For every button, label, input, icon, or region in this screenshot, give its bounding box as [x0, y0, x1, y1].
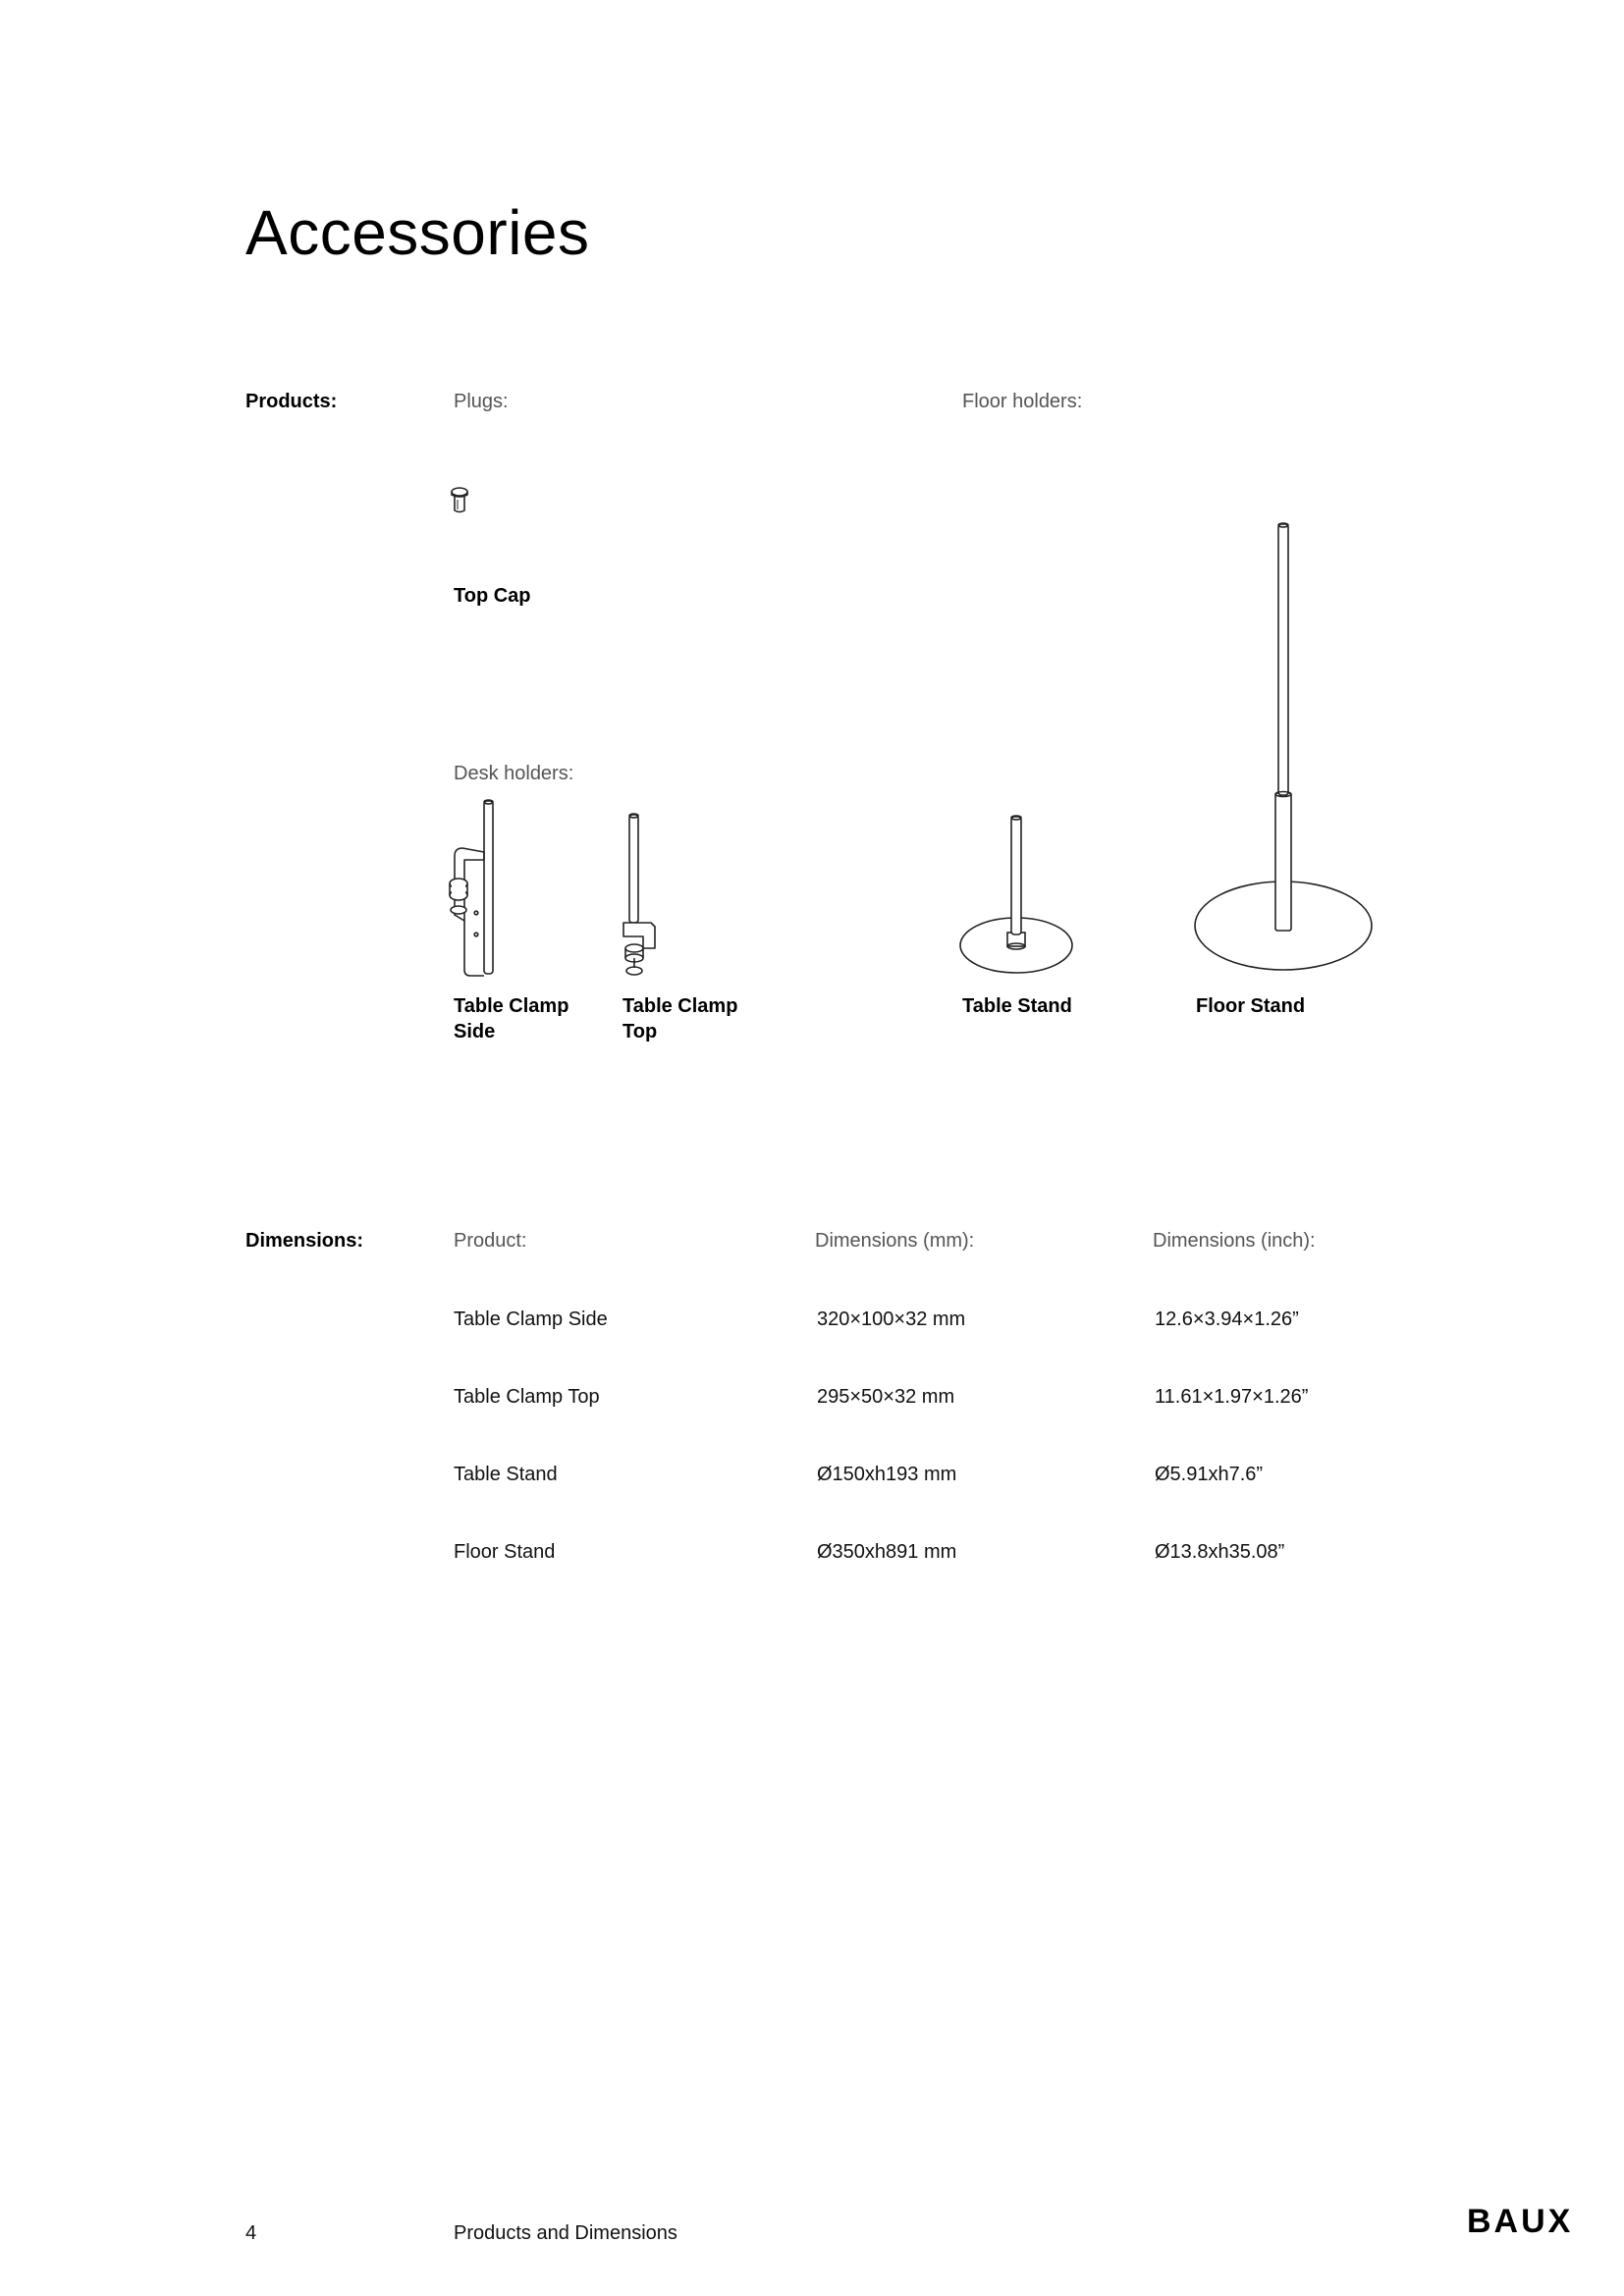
- table-clamp-top-illustration: [614, 811, 663, 980]
- page-title: Accessories: [245, 197, 590, 268]
- table-row-product: Table Clamp Top: [454, 1386, 600, 1408]
- table-row-mm: 320×100×32 mm: [817, 1308, 966, 1330]
- table-clamp-top-name: Table Clamp Top: [623, 995, 738, 1042]
- table-clamp-side-name: Table Clamp Side: [454, 995, 569, 1042]
- floor-stand-name: Floor Stand: [1196, 995, 1306, 1017]
- table-row-inch: Ø13.8xh35.08”: [1155, 1541, 1285, 1563]
- table-row-mm: Ø350xh891 mm: [817, 1541, 957, 1563]
- dimensions-header-mm: Dimensions (mm):: [815, 1230, 975, 1252]
- table-row-mm: Ø150xh193 mm: [817, 1464, 957, 1485]
- dimensions-header-inch: Dimensions (inch):: [1153, 1230, 1316, 1252]
- top-cap-name: Top Cap: [454, 585, 531, 607]
- table-row-inch: 11.61×1.97×1.26”: [1155, 1386, 1309, 1408]
- floor-holders-heading: Floor holders:: [962, 391, 1083, 412]
- desk-holders-heading: Desk holders:: [454, 763, 574, 784]
- dimensions-label: Dimensions:: [245, 1230, 364, 1252]
- table-row-product: Table Stand: [454, 1464, 558, 1485]
- products-label: Products:: [245, 391, 338, 412]
- table-row-inch: Ø5.91xh7.6”: [1155, 1464, 1264, 1485]
- page-number: 4: [245, 2222, 257, 2244]
- footer-section-title: Products and Dimensions: [454, 2222, 677, 2244]
- table-stand-illustration: [957, 811, 1075, 978]
- table-row-mm: 295×50×32 mm: [817, 1386, 955, 1408]
- table-clamp-side-illustration: [447, 797, 506, 979]
- table-stand-name: Table Stand: [962, 995, 1072, 1017]
- dimensions-header-product: Product:: [454, 1230, 527, 1252]
- floor-stand-illustration: [1192, 518, 1375, 980]
- table-row-product: Table Clamp Side: [454, 1308, 608, 1330]
- table-row-product: Floor Stand: [454, 1541, 556, 1563]
- brand-logo: BAUX: [1467, 2203, 1574, 2240]
- plugs-heading: Plugs:: [454, 391, 509, 412]
- top-cap-illustration: [447, 486, 472, 515]
- table-row-inch: 12.6×3.94×1.26”: [1155, 1308, 1299, 1330]
